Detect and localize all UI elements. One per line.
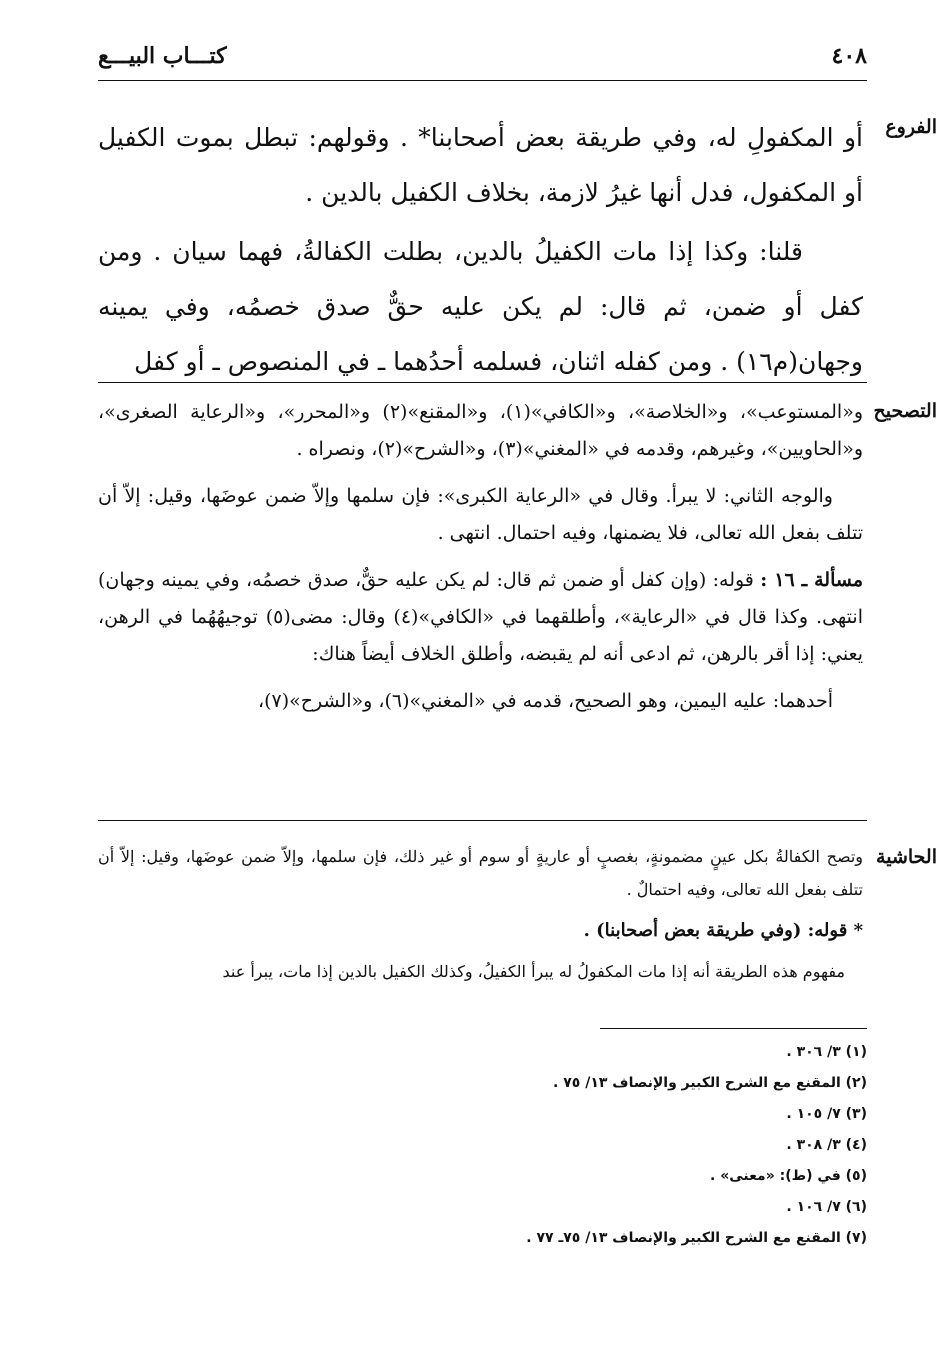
footnote: (٤) ٣/ ٣٠٨ . (786, 1137, 867, 1153)
footnote: (٧) المقنع مع الشرح الكبير والإنصاف ١٣/ ٧٥ـ ٧٧ . (526, 1230, 867, 1246)
footnote: (٢) المقنع مع الشرح الكبير والإنصاف ١٣/ ٧٥ . (553, 1075, 867, 1091)
tashih-paragraph-1: و«المستوعب»، و«الخلاصة»، و«الكافي»(١)، و«المقنع»(٢) و«المحرر»، و«الرعاية الصغرى»، و«الحاويين»، وغيرهم، وقدمه في «المغني»(٣)، و«الشرح»(٢)، ونصراه . (98, 401, 863, 460)
footnote: (٦) ٧/ ١٠٦ . (786, 1199, 867, 1215)
masala-heading: مسألة ـ ١٦ : (760, 569, 864, 591)
hashia-paragraph-2: مفهوم هذه الطريقة أنه إذا مات المكفولُ له يبرأ الكفيلُ، وكذلك الكفيل بالدين إذا مات، يبرأ عند (222, 962, 845, 981)
book-title: كتـــاب البيـــع (98, 43, 227, 69)
header-rule (98, 80, 867, 81)
hashia-text (98, 840, 863, 996)
section-divider-2 (98, 820, 867, 821)
tashih-paragraph-2: والوجه الثاني: لا يبرأ. وقال في «الرعاية الكبرى»: فإن سلمها وإلاّ ضمن عوضَها، وقيل: إلاّ أن تتلف بفعل الله تعالى، فلا يضمنها، وفيه احتمال. انتهى . (98, 485, 863, 544)
hashia-paragraph-1: وتصح الكفالةُ بكل عينٍ مضمونةٍ، بغصبٍ أو عاريةٍ أو سوم أو غير ذلك، فإن سلمها، وإلاّ ضمن عوضَها، وقيل: إلاّ أن تتلف بفعل الله تعالى، وفيه احتمالٌ . (98, 847, 863, 899)
furu-paragraph-1: أو المكفولِ له، وفي طريقة بعض أصحابنا* . وقولهم: تبطل بموت الكفيل أو المكفول، فدل أنها غيرُ لازمة، بخلاف الكفيل بالدين . (98, 123, 863, 207)
furu-text (98, 110, 863, 393)
footnote: (١) ٣/ ٣٠٦ . (786, 1044, 867, 1060)
furu-paragraph-2: قلنا: وكذا إذا مات الكفيلُ بالدين، بطلت الكفالةُ، فهما سيان . ومن كفل أو ضمن، ثم قال: لم يكن عليه حقٌّ صدق خصمُه، وفي يمينه وجهان(م١٦) . ومن كفله اثنان، فسلمه أحدُهما ـ في المنصوص ـ أو كفل (98, 237, 863, 376)
footnotes (98, 1037, 867, 1254)
running-header (98, 38, 867, 74)
footnote: (٥) في (ط): «معنى» . (710, 1168, 867, 1184)
hashia-quote: * قوله: (وفي طريقة بعض أصحابنا) . (583, 920, 863, 941)
footnote-divider (600, 1028, 867, 1029)
masala-body: قوله: (وإن كفل أو ضمن ثم قال: لم يكن عليه حقٌّ، صدق خصمُه، وفي يمينه وجهان) انتهى. وكذا قال في «الرعاية»، وأطلقهما في «الكافي»(٤) وقال: مضى(٥) توجيهُهُما في الرهن، يعني: إذا أقر بالرهن، ثم ادعى أنه لم يقبضه، وأطلق الخلاف أيضاً هناك: (98, 569, 863, 665)
tashih-paragraph-4: أحدهما: عليه اليمين، وهو الصحيح، قدمه في «المغني»(٦)، و«الشرح»(٧)، (257, 690, 833, 712)
tashih-paragraph-3 (98, 562, 863, 673)
section-label-tashih: التصحيح (873, 400, 937, 422)
page-number: ٤٠٨ (831, 43, 867, 69)
section-label-hashia: الحاشية (876, 846, 937, 868)
section-divider-1 (98, 382, 867, 383)
tashih-text (98, 394, 863, 730)
section-label-furu: الفروع (885, 116, 937, 138)
footnote: (٣) ٧/ ١٠٥ . (786, 1106, 867, 1122)
